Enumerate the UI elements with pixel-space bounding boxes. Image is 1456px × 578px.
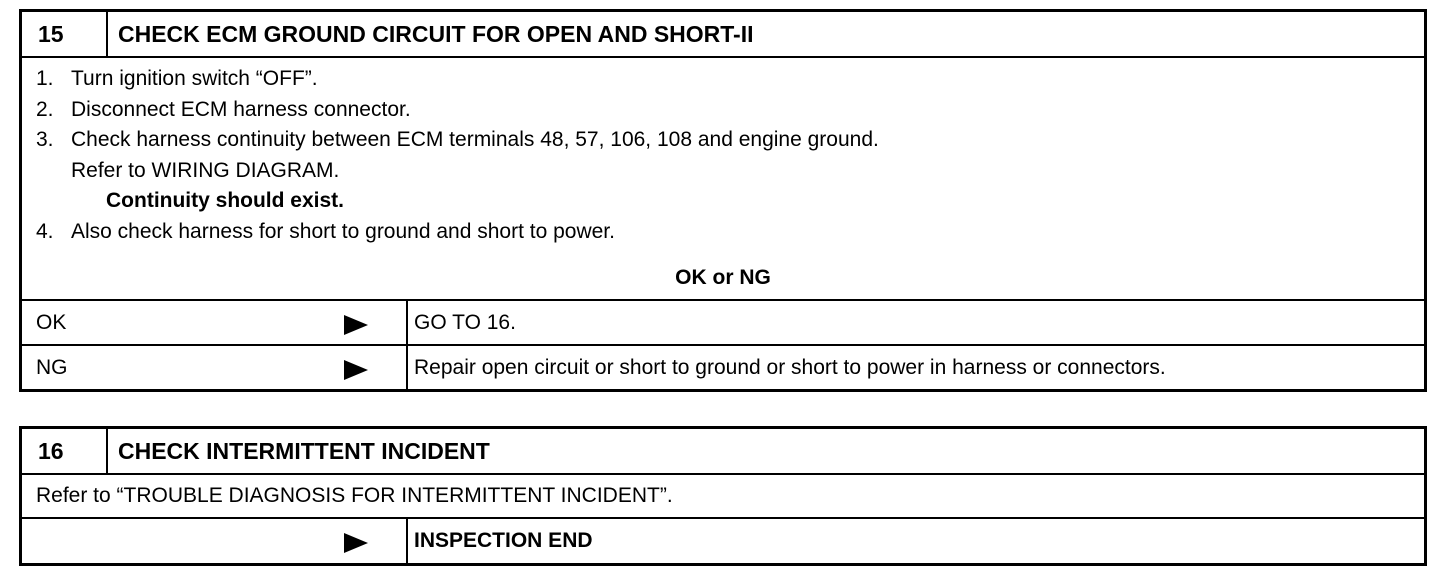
step-number: 15 — [22, 12, 108, 56]
result-row-ok — [22, 301, 1424, 346]
inspection-end-label: INSPECTION END — [406, 519, 1424, 563]
instruction-1: 1. Turn ignition switch “OFF”. — [36, 67, 318, 90]
step-number: 16 — [22, 429, 108, 473]
right-triangle-arrow-icon — [344, 360, 368, 380]
instruction-4: 4. Also check harness for short to ground and short to power. — [36, 219, 615, 243]
step-16-box — [19, 426, 1427, 566]
instruction-3-expected: Continuity should exist. — [106, 189, 345, 212]
result-label-ok: OK — [36, 311, 67, 334]
reference-text: Refer to “TROUBLE DIAGNOSIS FOR INTERMITTENT INCIDENT”. — [36, 484, 673, 507]
instruction-3: 3. Check harness continuity between ECM terminals 48, 57, 106, 108 and engine ground. — [36, 128, 879, 151]
step-title: CHECK INTERMITTENT INCIDENT — [118, 438, 490, 464]
right-triangle-arrow-icon — [344, 315, 368, 335]
result-action-ng: Repair open circuit or short to ground or short to power in harness or connectors. — [406, 346, 1424, 389]
result-label-ng: NG — [36, 356, 68, 379]
step-15-box — [19, 9, 1427, 392]
ok-or-ng-question: OK or NG — [675, 266, 771, 289]
step-15-instructions — [22, 58, 1424, 301]
step-15-header — [22, 12, 1424, 58]
result-row-end — [22, 519, 1424, 563]
step-16-instructions — [22, 475, 1424, 519]
result-action-ok: GO TO 16. — [406, 301, 1424, 344]
step-16-header — [22, 429, 1424, 475]
right-triangle-arrow-icon — [344, 533, 368, 553]
instruction-2: 2. Disconnect ECM harness connector. — [36, 97, 411, 121]
result-row-ng — [22, 346, 1424, 389]
instruction-3-reference: Refer to WIRING DIAGRAM. — [71, 158, 340, 182]
step-title: CHECK ECM GROUND CIRCUIT FOR OPEN AND SHORT-II — [118, 21, 754, 47]
